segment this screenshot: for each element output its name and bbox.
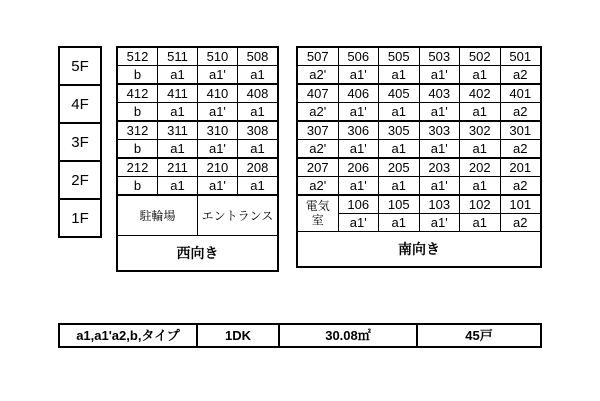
floor-label: 4F [59, 85, 101, 123]
unit-type-cell: b [117, 103, 158, 122]
south-unit-table [296, 46, 542, 268]
unit-number-cell: 101 [500, 195, 541, 214]
unit-type-cell: a1 [379, 66, 420, 85]
unit-type-cell: a2' [297, 177, 338, 196]
unit-number-row [117, 84, 278, 103]
unit-number-cell: 308 [237, 121, 278, 140]
unit-number-cell: 207 [297, 158, 338, 177]
unit-types-cell: a1,a1'a2,b,タイプ [59, 324, 197, 347]
unit-type-cell: b [117, 177, 158, 196]
unit-number-row [117, 158, 278, 177]
unit-type-cell: a2 [500, 214, 541, 232]
unit-type-cell: a1' [419, 103, 460, 122]
electric-room-cell [297, 195, 338, 232]
unit-type-cell: a1 [379, 214, 420, 232]
unit-number-cell: 206 [338, 158, 379, 177]
unit-type-row [297, 66, 541, 85]
unit-type-cell: a1 [379, 140, 420, 159]
unit-count-cell: 45戸 [417, 324, 541, 347]
south-direction-label: 南向き [297, 232, 541, 268]
west-unit-table [116, 46, 279, 272]
unit-type-row [117, 140, 278, 159]
unit-number-cell: 501 [500, 47, 541, 66]
unit-number-cell: 106 [338, 195, 379, 214]
unit-type-cell: a1 [158, 66, 198, 85]
unit-type-cell: a1 [460, 177, 501, 196]
unit-type-cell: a1 [460, 214, 501, 232]
unit-number-cell: 103 [419, 195, 460, 214]
unit-type-row [297, 103, 541, 122]
electric-room-label-line2: 室 [311, 212, 324, 227]
floor-label: 3F [59, 123, 101, 161]
unit-type-cell: a1 [237, 103, 278, 122]
unit-type-cell: a1 [379, 103, 420, 122]
unit-type-cell: a1 [158, 140, 198, 159]
unit-type-cell: a1' [338, 140, 379, 159]
unit-number-cell: 408 [237, 84, 278, 103]
unit-number-cell: 212 [117, 158, 158, 177]
unit-type-row [297, 177, 541, 196]
unit-type-cell: a1' [338, 214, 379, 232]
unit-type-cell: a1 [460, 140, 501, 159]
unit-number-row [297, 47, 541, 66]
unit-type-cell: a2' [297, 66, 338, 85]
unit-number-row [297, 84, 541, 103]
unit-number-cell: 303 [419, 121, 460, 140]
unit-type-cell: a1 [379, 177, 420, 196]
unit-number-cell: 511 [158, 47, 198, 66]
unit-type-cell: a1 [237, 140, 278, 159]
unit-type-cell: b [117, 66, 158, 85]
unit-number-cell: 201 [500, 158, 541, 177]
unit-type-cell: a1' [338, 103, 379, 122]
unit-type-cell: a1 [158, 103, 198, 122]
unit-type-row [297, 140, 541, 159]
unit-number-cell: 403 [419, 84, 460, 103]
unit-type-cell: a1' [338, 66, 379, 85]
unit-type-cell: a1' [419, 214, 460, 232]
summary-table [58, 323, 542, 348]
unit-number-cell: 312 [117, 121, 158, 140]
west-direction-label: 西向き [117, 236, 278, 272]
unit-type-cell: a1 [158, 177, 198, 196]
unit-number-cell: 406 [338, 84, 379, 103]
unit-number-cell: 405 [379, 84, 420, 103]
unit-number-cell: 306 [338, 121, 379, 140]
floor-label: 5F [59, 47, 101, 85]
unit-number-cell: 506 [338, 47, 379, 66]
unit-type-cell: a1' [197, 66, 237, 85]
unit-number-cell: 311 [158, 121, 198, 140]
unit-number-cell: 210 [197, 158, 237, 177]
unit-type-cell: a2 [500, 140, 541, 159]
unit-number-cell: 401 [500, 84, 541, 103]
unit-type-cell: a1 [237, 66, 278, 85]
unit-number-row [297, 158, 541, 177]
unit-type-cell: a1' [419, 140, 460, 159]
unit-number-row [297, 121, 541, 140]
unit-number-cell: 302 [460, 121, 501, 140]
unit-number-cell: 305 [379, 121, 420, 140]
floor-label-column [58, 46, 102, 238]
unit-type-cell: a1' [197, 103, 237, 122]
unit-number-cell: 510 [197, 47, 237, 66]
unit-number-cell: 105 [379, 195, 420, 214]
unit-number-cell: 203 [419, 158, 460, 177]
unit-type-cell: a2' [297, 140, 338, 159]
unit-type-cell: a1' [419, 177, 460, 196]
unit-type-cell: a1 [460, 66, 501, 85]
unit-number-cell: 502 [460, 47, 501, 66]
unit-type-cell: a2' [297, 103, 338, 122]
unit-type-row [117, 177, 278, 196]
bicycle-parking-cell: 駐輪場 [117, 195, 197, 236]
unit-type-cell: a1 [237, 177, 278, 196]
unit-number-cell: 202 [460, 158, 501, 177]
unit-number-cell: 507 [297, 47, 338, 66]
unit-number-cell: 407 [297, 84, 338, 103]
unit-number-cell: 402 [460, 84, 501, 103]
unit-number-cell: 411 [158, 84, 198, 103]
layout-cell: 1DK [197, 324, 279, 347]
unit-number-row [117, 47, 278, 66]
unit-number-cell: 412 [117, 84, 158, 103]
unit-type-cell: a1' [197, 177, 237, 196]
unit-type-cell: a2 [500, 66, 541, 85]
floor-label: 1F [59, 199, 101, 237]
floor-label: 2F [59, 161, 101, 199]
unit-number-cell: 307 [297, 121, 338, 140]
unit-number-cell: 508 [237, 47, 278, 66]
unit-type-row [117, 103, 278, 122]
unit-number-cell: 503 [419, 47, 460, 66]
unit-type-cell: b [117, 140, 158, 159]
unit-number-cell: 211 [158, 158, 198, 177]
unit-type-cell: a2 [500, 103, 541, 122]
unit-number-cell: 310 [197, 121, 237, 140]
unit-number-cell: 512 [117, 47, 158, 66]
unit-number-cell: 205 [379, 158, 420, 177]
unit-number-cell: 301 [500, 121, 541, 140]
unit-type-cell: a1' [419, 66, 460, 85]
unit-number-cell: 102 [460, 195, 501, 214]
unit-number-cell: 208 [237, 158, 278, 177]
unit-type-cell: a1 [460, 103, 501, 122]
electric-room-label-line1: 電気 [305, 198, 330, 213]
entrance-cell: エントランス [197, 195, 278, 236]
unit-type-cell: a1' [338, 177, 379, 196]
unit-type-row [117, 66, 278, 85]
unit-number-cell: 505 [379, 47, 420, 66]
unit-number-row [117, 121, 278, 140]
floor-area-cell: 30.08㎡ [279, 324, 417, 347]
unit-type-cell: a2 [500, 177, 541, 196]
unit-type-cell: a1' [197, 140, 237, 159]
unit-number-cell: 410 [197, 84, 237, 103]
